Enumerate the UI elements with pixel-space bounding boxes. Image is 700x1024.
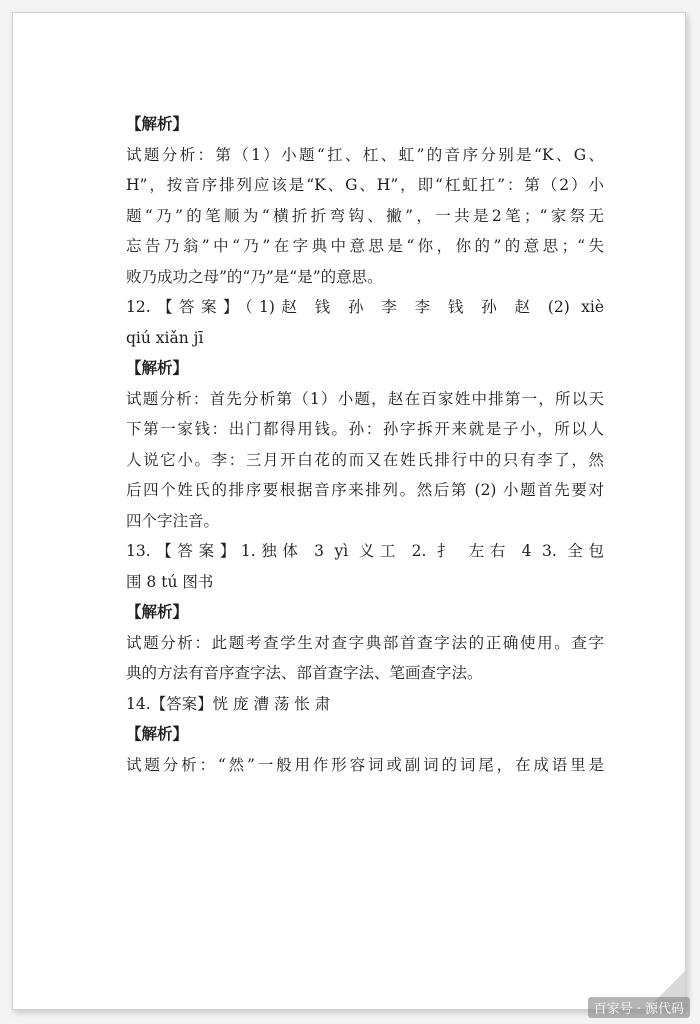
text-line: 四个字注音。 (126, 511, 220, 530)
text-line: 【解析】 (126, 602, 189, 621)
document-page (12, 12, 686, 1010)
text-line: 败乃成功之母”的“乃”是“是”的意思。 (126, 267, 383, 286)
text-line: 后四个姓氏的排序要根据音序来排列。然后第 (2) 小题首先要对 (126, 481, 604, 499)
watermark: 百家号 · 源代码 (588, 997, 690, 1018)
text-line: 试题分析：“然”一般用作形容词或副词的词尾，在成语里是 (126, 755, 604, 774)
text-line: 下第一家钱：出门都得用钱。孙：孙字拆开来就是子小，所以人 (126, 420, 604, 438)
text-line: 13.【答案】1.独体 3 yì 义工 2. 扌 左右 4 3. 全包 (126, 542, 604, 560)
text-line: 【解析】 (126, 114, 189, 133)
text-line: qiú xiǎn jī (126, 328, 204, 347)
text-line: 12.【答案】（1)赵 钱 孙 李 李 钱 孙 赵 (2) xiè (126, 298, 604, 316)
text-line: 14.【答案】恍 庞 漕 荡 怅 肃 (126, 694, 331, 713)
text-line: 典的方法有音序查字法、部首查字法、笔画查字法。 (126, 664, 483, 682)
text-line: 【解析】 (126, 358, 189, 377)
text-line: H”，按音序排列应该是“K、G、H”，即“杠虹扛”：第（2）小 (126, 176, 604, 194)
text-line: 围 8 tú 图书 (126, 572, 214, 591)
text-line: 人说它小。李：三月开白花的而又在姓氏排行中的只有李了，然 (126, 450, 604, 469)
text-line: 题“乃”的笔顺为“横折折弯钩、撇”，一共是2笔；“家祭无 (126, 206, 604, 225)
text-line: 试题分析：此题考查学生对查字典部首查字法的正确使用。查字 (126, 633, 604, 652)
text-line: 试题分析：首先分析第（1）小题，赵在百家姓中排第一，所以天 (126, 389, 604, 408)
text-line: 【解析】 (126, 724, 189, 743)
answer-text-block (126, 109, 604, 780)
text-line: 试题分析：第（1）小题“扛、杠、虹”的音序分别是“K、G、 (126, 145, 604, 164)
text-line: 忘告乃翁”中“乃”在字典中意思是“你，你的”的意思；“失 (126, 237, 604, 255)
